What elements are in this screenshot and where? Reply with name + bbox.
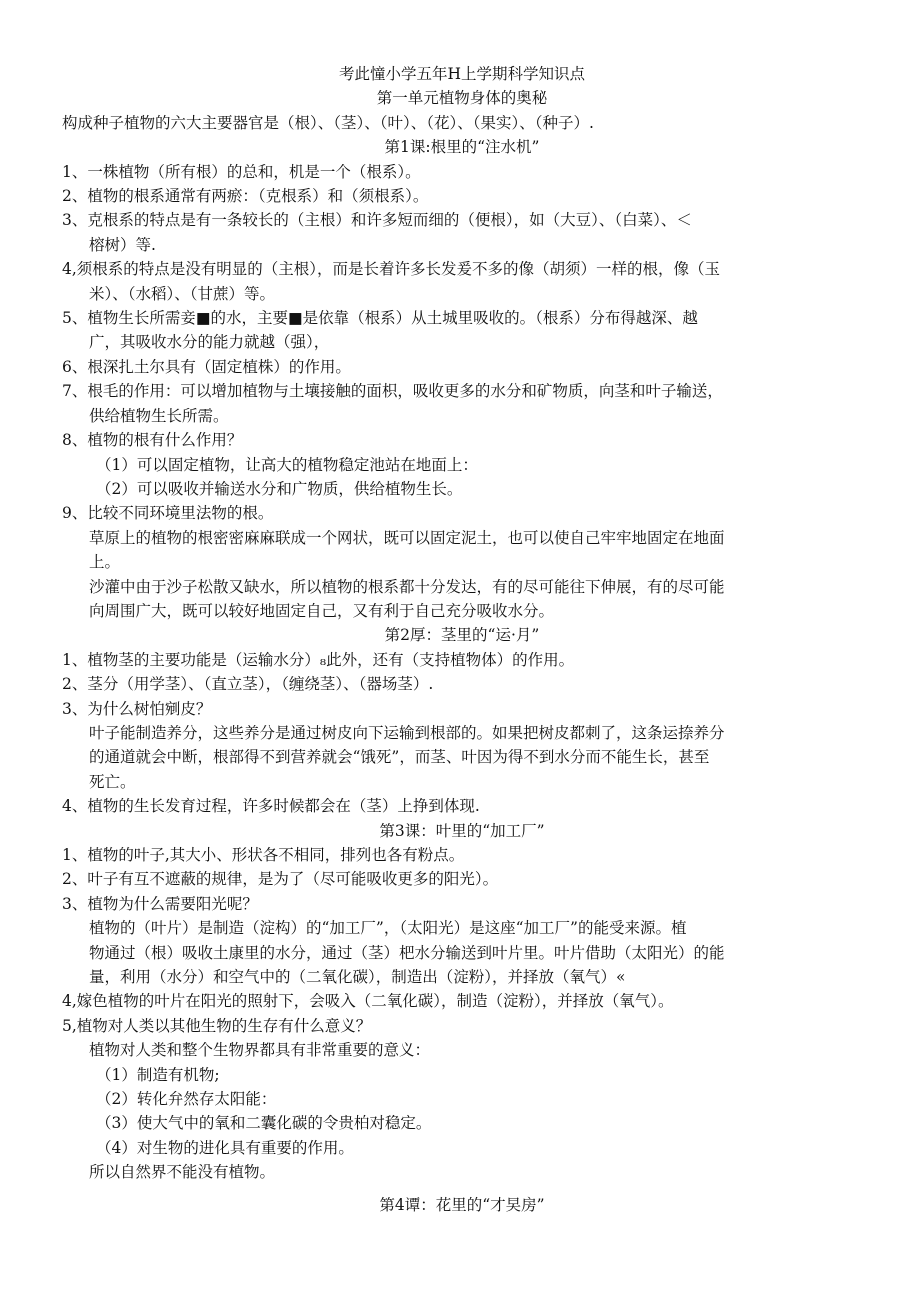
lesson-3-subitem: （1）制造有机物; [96, 1065, 220, 1084]
lesson-1-paragraph: 上。 [89, 553, 121, 572]
lesson-3-subitem: （2）转化弁然存太阳能： [96, 1090, 277, 1109]
lesson-1-paragraph: 向周围广大，既可以较好地固定自己，又有利于自己充分吸收水分。 [89, 601, 555, 620]
lesson-3-title: 第3课：叶里的“加工厂” [379, 821, 545, 840]
lesson-1-title: 第1课:根里的“注水机” [384, 138, 540, 157]
lesson-1-item-continued: 米）、（水稻）、（甘蔗）等。 [89, 284, 276, 303]
lesson-1-paragraph: 沙灌中由于沙子松散又缺水，所以植物的根系都十分发达，有的尽可能往下伸展，有的尽可能 [89, 577, 725, 596]
lesson-2-paragraph: 的通道就会中断，根部得不到营养就会“饿死”，而茎、叶因为得不到水分而不能生长，甚至 [89, 748, 710, 767]
lesson-2-paragraph: 叶子能制造养分，这些养分是通过树皮向下运输到根部的。如果把树皮都刺了，这条运捺养分 [89, 723, 725, 742]
lesson-1-item: 5、植物生长所需妾■的水，主要■是依靠（根系）从土城里吸收的。（根系）分布得越深、越 [62, 309, 698, 328]
document-title: 考此憧小学五年H上学期科学知识点 [338, 65, 586, 83]
lesson-3-item: 4,嫁色植物的叶片在阳光的照射下，会吸入（二氧化碳），制造（淀粉），并择放（氧气）。 [62, 992, 674, 1011]
lesson-2-item: 2、茎分（用学茎）、（直立茎），（缠绕茎）、（器场茎）. [62, 675, 434, 694]
lesson-4-title: 第4谭：花里的“才旲房” [379, 1195, 545, 1214]
lesson-3-item: 1、植物的叶子,其大小、形状各不相同，排列也各有粉点。 [62, 846, 465, 864]
lesson-2-paragraph: 死亡。 [89, 772, 136, 791]
document-body [62, 62, 862, 1217]
lesson-1-subitem: （1）可以固定植物，让高大的植物稳定池站在地面上： [96, 455, 478, 474]
lesson-2-item: 4、植物的生长发育过程，许多时候都会在（茎）上挣到体现. [62, 797, 480, 816]
lesson-2-item: 3、为什么树怕剜皮？ [62, 699, 212, 718]
section-spacer [62, 1185, 862, 1193]
unit-title: 第一单元植物身体的奥秘 [376, 89, 548, 108]
lesson-1-item: 8、植物的根有什么作用？ [62, 431, 243, 450]
lesson-3-paragraph: 量，利用（水分）和空气中的（二氧化碳），制造出（淀粉），并择放（氧气）« [89, 968, 626, 987]
intro-paragraph: 构成种子植物的六大主要器官是（根）、（茎）、（叶）、（花）、（果实）、（种子）. [62, 113, 594, 132]
lesson-1-item: 1、一株植物（所有根）的总和，机是一个（根系）。 [62, 162, 421, 181]
lesson-1-item-continued: 榕树）等. [89, 235, 156, 254]
lesson-1-subitem: （2）可以吸收并输送水分和广物质，供给植物生长。 [96, 479, 463, 498]
lesson-3-paragraph: 物通过（根）吸收土康里的水分，通过（茎）杷水分输送到叶片里。叶片借助（太阳光）的能 [89, 943, 725, 962]
lesson-3-subitem: （4）对生物的进化具有重要的作用。 [96, 1138, 354, 1157]
lesson-1-paragraph: 草原上的植物的根密密麻麻联成一个网状，既可以固定泥土，也可以使自己牢牢地固定在地面 [89, 528, 725, 547]
lesson-1-item: 3、克根系的特点是有一条较长的（主根）和许多短而细的（便根），如（大豆）、（白菜）、＜ [62, 211, 692, 230]
lesson-1-item: 6、根深扎土尔具有（固定植株）的作用。 [62, 357, 351, 376]
lesson-3-subitem: （3）使大气中的氧和二囊化碳的令贵柏对稳定。 [96, 1114, 432, 1133]
lesson-1-item: 4,须根系的特点是没有明显的（主根），而是长着许多长发爰不多的像（胡须）一样的根，像（玉 [62, 260, 721, 279]
lesson-3-paragraph: 植物的（叶片）是制造（淀构）的“加工厂”，（太阳光）是这座“加工厂”的能受来源。植 [89, 919, 687, 938]
lesson-1-item: 2、植物的根系通常有两瘀：（克根系）和（须根系）。 [62, 187, 429, 206]
lesson-3-item: 2、叶子有互不遮蔽的规律，是为了（尽可能吸收更多的阳光）。 [62, 870, 499, 889]
lesson-1-item-continued: 供给植物生长所需。 [89, 406, 229, 425]
lesson-1-item: 7、根毛的作用：可以增加植物与土壤接触的面枳，吸收更多的水分和矿物质，向茎和叶子输送， [62, 382, 723, 401]
lesson-3-paragraph: 所以自然界不能没有植物。 [89, 1163, 276, 1182]
lesson-2-title: 第2厚：茎里的“运·月” [384, 626, 540, 645]
lesson-1-item: 9、比较不同环境里法物的根。 [62, 504, 274, 523]
lesson-3-item: 5,植物对人类以其他生物的生存有什么意义？ [62, 1016, 372, 1035]
lesson-2-item: 1、植物茎的主要功能是（运输水分）₈此外，还有（支持植物体）的作用。 [62, 650, 575, 669]
lesson-1-item-continued: 广，其吸收水分的能力就越（强）， [89, 333, 330, 352]
lesson-3-paragraph: 植物对人类和整个生物界都具有非常重要的意义： [89, 1041, 431, 1060]
lesson-3-item: 3、植物为什么需要阳光呢？ [62, 894, 258, 913]
